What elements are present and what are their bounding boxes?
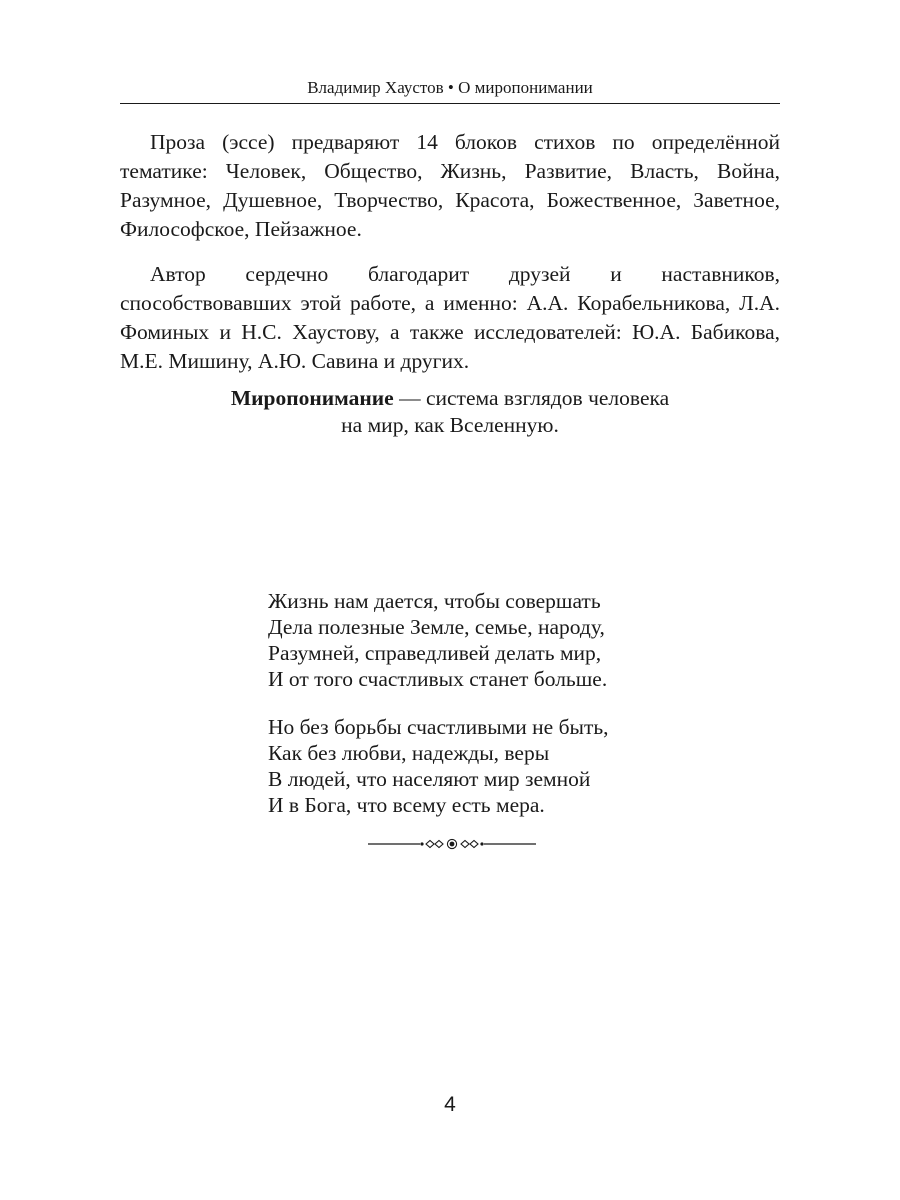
poem-line: Как без любви, надежды, веры — [268, 741, 550, 765]
poem-line: Жизнь нам дается, чтобы совершать — [268, 589, 601, 613]
definition-text: — система взглядов человека — [393, 386, 670, 410]
definition-term: Миропонимание — [230, 386, 394, 410]
page-number: 4 — [444, 1093, 456, 1116]
poem-stanza-2 — [268, 714, 609, 818]
poem-line: И от того счастливых станет больше. — [268, 667, 608, 691]
header-rule — [120, 103, 780, 104]
running-header: Владимир Хаустов • О миропонимании — [307, 78, 593, 97]
poem-stanza-1 — [268, 588, 609, 692]
poem-line: В людей, что населяют мир земной — [268, 767, 591, 791]
poem-line: Дела полезные Земле, семье, народу, — [268, 615, 605, 639]
poem-line: И в Бога, что всему есть мера. — [268, 793, 545, 817]
paragraph-acknowledgements: Автор сердечно благодарит друзей и наставников, способствовавших этой работе, а именно: А.А. Корабельникова, Л.А. Фоминых и Н.С. Хаустову, а также исследователей: Ю.А. Бабикова, М.Е. Мишину, А.Ю. Савина и других. — [120, 262, 780, 373]
poem — [268, 588, 609, 840]
ornament-divider-icon — [368, 836, 536, 852]
poem-line: Но без борьбы счастливыми не быть, — [268, 715, 609, 739]
poem-line: Разумней, справедливей делать мир, — [268, 641, 602, 665]
definition-block — [120, 385, 780, 439]
definition-text-line2: на мир, как Вселенную. — [341, 413, 559, 437]
paragraph-intro: Проза (эссе) предваряют 14 блоков стихов по определённой тематике: Человек, Общество, Жизнь, Развитие, Власть, Война, Разумное, Душевное, Творчество, Красота, Божественное, Заветное, Философское, Пейзажное. — [120, 130, 780, 241]
